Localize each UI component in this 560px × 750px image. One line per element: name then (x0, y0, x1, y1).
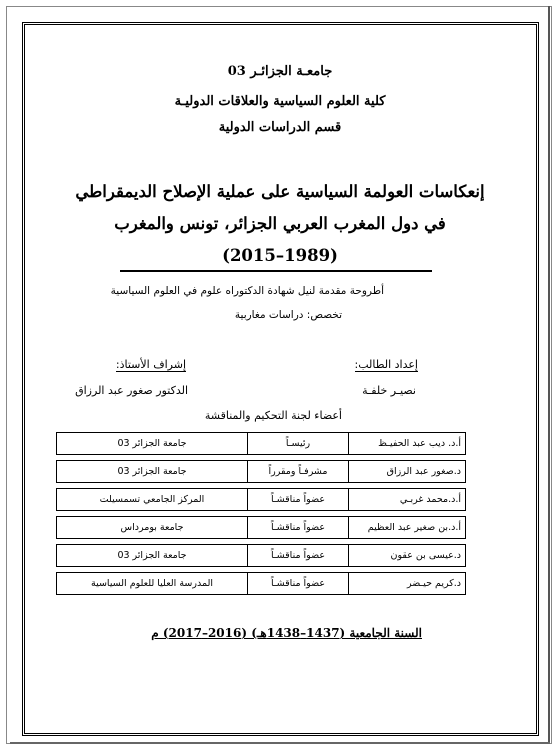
member-name: أ.د.محمد غربـي (349, 489, 466, 511)
thesis-title-line-2: في دول المغرب العربي الجزائر، تونس والمغرب (114, 214, 446, 233)
table-row (57, 545, 466, 567)
member-name: د.صغور عبد الرزاق (349, 461, 466, 483)
member-institution: جامعة الجزائر 03 (57, 461, 248, 483)
member-role: عضواً مناقشـاً (248, 517, 349, 539)
table-row (57, 573, 466, 595)
academic-year: السنة الجامعية (1437–1438هـ) (2016–2017) م (151, 626, 422, 640)
member-role: عضواً مناقشـاً (248, 489, 349, 511)
member-institution: جامعة الجزائر 03 (57, 545, 248, 567)
table-row (57, 489, 466, 511)
faculty-name: كلية العلوم السياسية والعلاقات الدوليـة (174, 94, 386, 109)
page-right-shadow (548, 6, 550, 742)
student-name: نصيـر خلفـة (362, 384, 416, 397)
committee-label: أعضاء لجنة التحكيم والمناقشة (204, 409, 342, 422)
member-name: أ.د. ديب عبد الحفيـظ (349, 433, 466, 455)
member-institution: جامعة بومرداس (57, 517, 248, 539)
supervisor-name: الدكتور صغور عبد الرزاق (75, 384, 188, 397)
member-institution: المركز الجامعي تسمسيلت (57, 489, 248, 511)
member-role: مشرفـاً ومقرراً (248, 461, 349, 483)
member-name: د.عيسى بن عقون (349, 545, 466, 567)
member-name: أ.د.بن صغير عبد العظيم (349, 517, 466, 539)
table-row (57, 433, 466, 455)
title-divider (120, 270, 432, 272)
member-name: د.كريم حيـضر (349, 573, 466, 595)
page-bottom-shadow (10, 742, 550, 744)
member-role: رئيسـاً (248, 433, 349, 455)
department-name: قسم الدراسات الدولية (218, 120, 342, 135)
specialization: تخصص: دراسات مغاربية (234, 309, 342, 321)
member-role: عضواً مناقشـاً (248, 545, 349, 567)
committee-table (56, 432, 466, 595)
university-name: جامعـة الجزائـر 03 (227, 64, 333, 79)
member-role: عضواً مناقشـاً (248, 573, 349, 595)
thesis-title-line-1: إنعكاسات العولمة السياسية على عملية الإصلاح الديمقراطي (75, 182, 485, 201)
table-row (57, 461, 466, 483)
member-institution: المدرسة العليا للعلوم السياسية (57, 573, 248, 595)
table-row (57, 517, 466, 539)
thesis-title-years: (1989–2015) (222, 246, 338, 265)
supervision-label: إشراف الأستاذ: (115, 358, 186, 371)
thesis-note: أطروحة مقدمة لنيل شهادة الدكتوراه علوم في العلوم السياسية (110, 285, 384, 297)
prepared-by-label: إعداد الطالب: (354, 358, 418, 371)
member-institution: جامعة الجزائر 03 (57, 433, 248, 455)
